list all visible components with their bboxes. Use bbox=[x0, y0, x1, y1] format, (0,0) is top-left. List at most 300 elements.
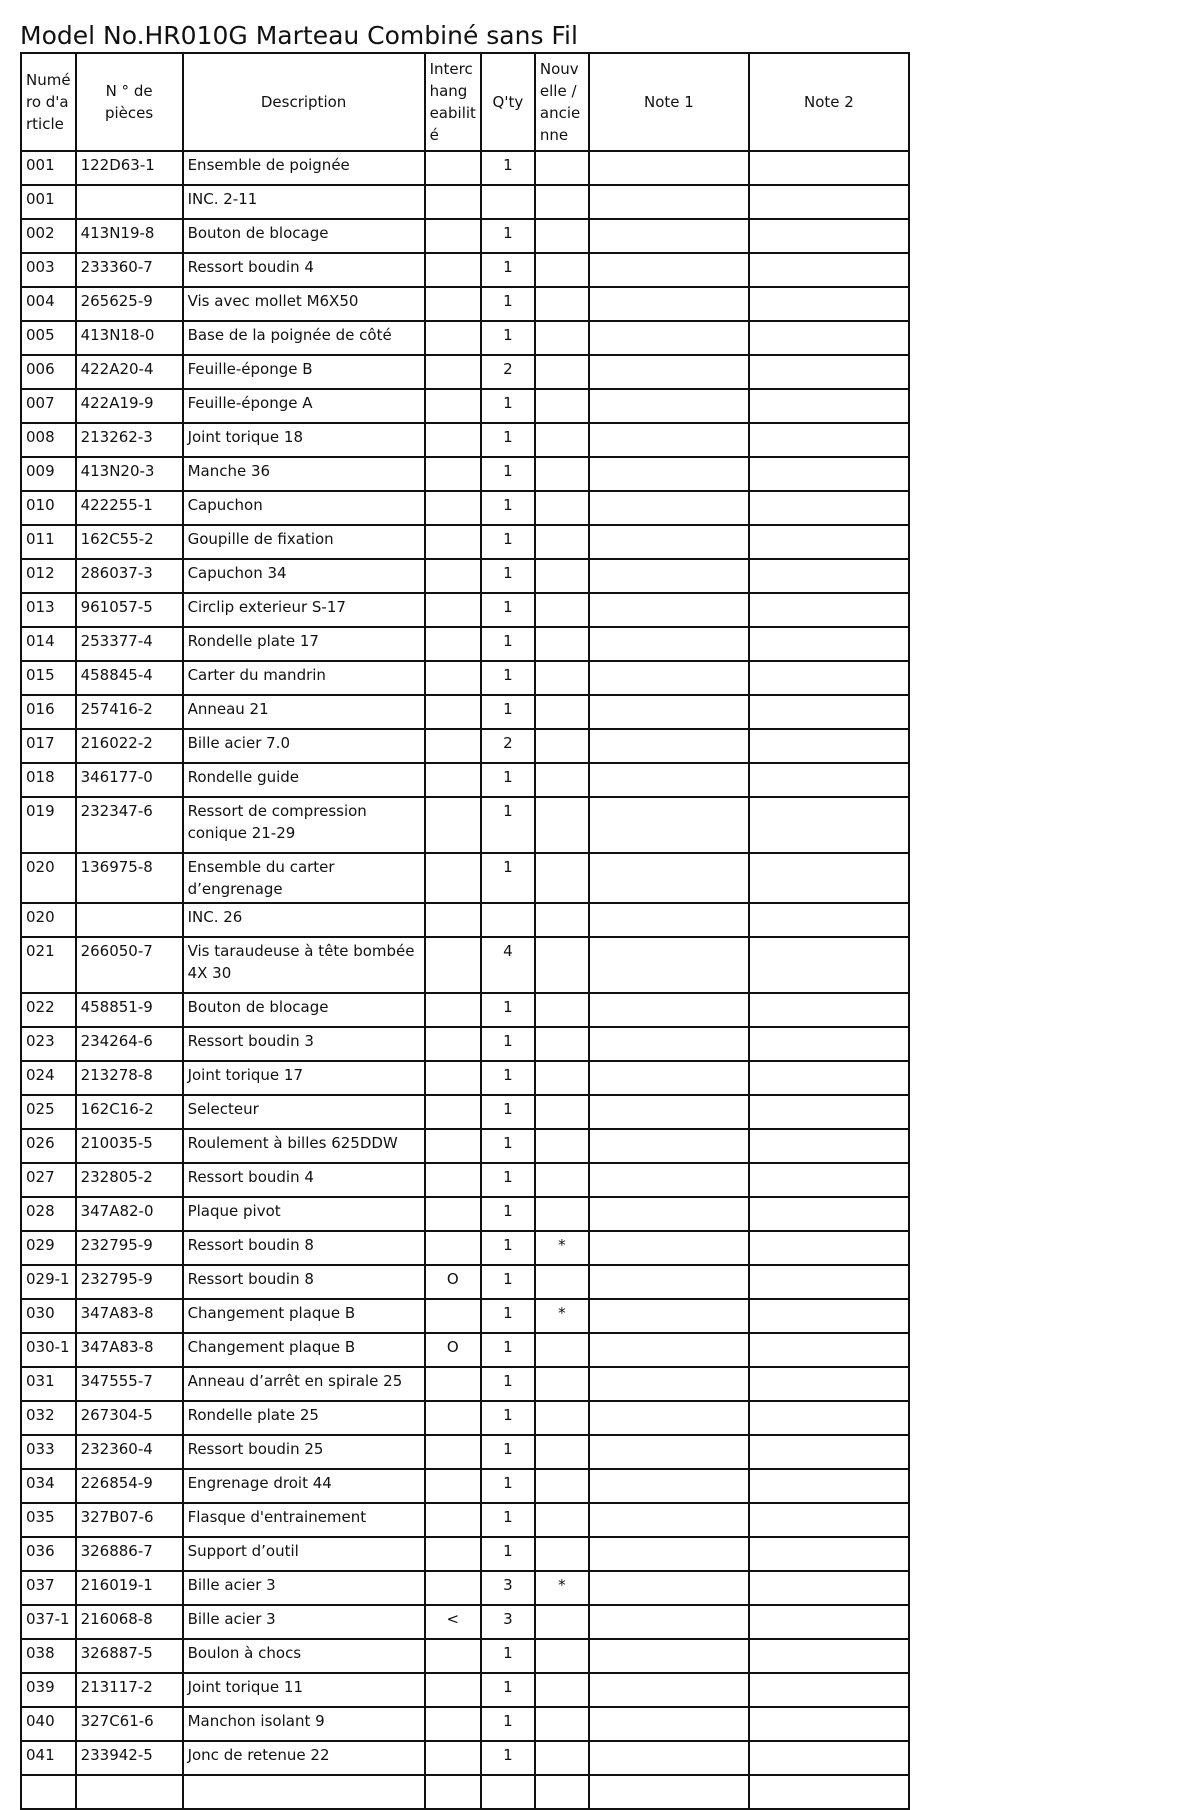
cell-note-2 bbox=[749, 1163, 909, 1197]
cell-note-2 bbox=[749, 1503, 909, 1537]
cell-item-number: 017 bbox=[21, 729, 76, 763]
cell-new-old bbox=[535, 695, 589, 729]
cell-quantity: 1 bbox=[481, 993, 535, 1027]
table-row bbox=[21, 695, 909, 729]
cell-item-number: 003 bbox=[21, 253, 76, 287]
cell-interchangeability bbox=[425, 355, 481, 389]
cell-part-number: 232805-2 bbox=[76, 1163, 183, 1197]
cell-note-1 bbox=[589, 559, 749, 593]
table-row bbox=[21, 593, 909, 627]
cell-description: Rondelle plate 17 bbox=[183, 627, 425, 661]
header-label: Description bbox=[260, 93, 347, 111]
cell-item-number: 022 bbox=[21, 993, 76, 1027]
cell-note-1 bbox=[589, 627, 749, 661]
cell-note-2 bbox=[749, 1129, 909, 1163]
cell-note-2 bbox=[749, 1027, 909, 1061]
cell-item-number: 014 bbox=[21, 627, 76, 661]
cell-interchangeability bbox=[425, 1469, 481, 1503]
cell-note-2 bbox=[749, 1639, 909, 1673]
cell-item-number: 040 bbox=[21, 1707, 76, 1741]
cell-description: Anneau d’arrêt en spirale 25 bbox=[183, 1367, 425, 1401]
cell-interchangeability: O bbox=[425, 1333, 481, 1367]
cell-quantity: 2 bbox=[481, 355, 535, 389]
cell-note-2 bbox=[749, 993, 909, 1027]
cell-note-1 bbox=[589, 1639, 749, 1673]
cell-new-old bbox=[535, 1775, 589, 1809]
col-header-new-old bbox=[535, 53, 589, 151]
cell-note-1 bbox=[589, 1367, 749, 1401]
cell-interchangeability bbox=[425, 1775, 481, 1809]
cell-item-number: 023 bbox=[21, 1027, 76, 1061]
cell-interchangeability bbox=[425, 1503, 481, 1537]
cell-interchangeability bbox=[425, 797, 481, 853]
cell-new-old bbox=[535, 1197, 589, 1231]
cell-part-number: 122D63-1 bbox=[76, 151, 183, 185]
cell-description: Changement plaque B bbox=[183, 1299, 425, 1333]
cell-note-1 bbox=[589, 1061, 749, 1095]
cell-description: Engrenage droit 44 bbox=[183, 1469, 425, 1503]
cell-interchangeability bbox=[425, 1197, 481, 1231]
cell-note-2 bbox=[749, 1673, 909, 1707]
cell-note-1 bbox=[589, 491, 749, 525]
cell-part-number bbox=[76, 903, 183, 937]
cell-note-1 bbox=[589, 903, 749, 937]
cell-item-number: 030-1 bbox=[21, 1333, 76, 1367]
cell-interchangeability bbox=[425, 559, 481, 593]
cell-new-old bbox=[535, 903, 589, 937]
page-title: Model No.HR010G Marteau Combiné sans Fil bbox=[20, 21, 578, 50]
cell-interchangeability bbox=[425, 1707, 481, 1741]
table-row bbox=[21, 1299, 909, 1333]
table-row bbox=[21, 1027, 909, 1061]
cell-new-old bbox=[535, 321, 589, 355]
cell-description: Jonc de retenue 22 bbox=[183, 1741, 425, 1775]
cell-interchangeability bbox=[425, 423, 481, 457]
cell-note-1 bbox=[589, 797, 749, 853]
cell-item-number: 019 bbox=[21, 797, 76, 853]
cell-interchangeability: < bbox=[425, 1605, 481, 1639]
cell-new-old bbox=[535, 525, 589, 559]
table-row bbox=[21, 729, 909, 763]
header-label: Note 2 bbox=[803, 93, 854, 111]
cell-description: Feuille-éponge B bbox=[183, 355, 425, 389]
cell-description: INC. 2-11 bbox=[183, 185, 425, 219]
cell-new-old bbox=[535, 1265, 589, 1299]
cell-note-1 bbox=[589, 1707, 749, 1741]
cell-description: Bille acier 3 bbox=[183, 1571, 425, 1605]
cell-description: Boulon à chocs bbox=[183, 1639, 425, 1673]
cell-part-number: 413N20-3 bbox=[76, 457, 183, 491]
cell-note-2 bbox=[749, 1537, 909, 1571]
cell-new-old bbox=[535, 1537, 589, 1571]
cell-interchangeability bbox=[425, 287, 481, 321]
col-header-description bbox=[183, 53, 425, 151]
cell-part-number: 257416-2 bbox=[76, 695, 183, 729]
cell-note-2 bbox=[749, 1197, 909, 1231]
cell-item-number: 001 bbox=[21, 185, 76, 219]
cell-interchangeability bbox=[425, 321, 481, 355]
cell-new-old bbox=[535, 1401, 589, 1435]
header-label: Q'ty bbox=[492, 93, 524, 111]
cell-quantity: 1 bbox=[481, 219, 535, 253]
cell-quantity bbox=[481, 185, 535, 219]
cell-item-number: 016 bbox=[21, 695, 76, 729]
cell-note-2 bbox=[749, 423, 909, 457]
cell-part-number: 422A19-9 bbox=[76, 389, 183, 423]
cell-note-2 bbox=[749, 1265, 909, 1299]
cell-note-2 bbox=[749, 253, 909, 287]
cell-note-1 bbox=[589, 1027, 749, 1061]
cell-note-2 bbox=[749, 1061, 909, 1095]
cell-note-1 bbox=[589, 729, 749, 763]
cell-part-number: 326886-7 bbox=[76, 1537, 183, 1571]
cell-note-1 bbox=[589, 763, 749, 797]
cell-new-old bbox=[535, 797, 589, 853]
cell-part-number: 458845-4 bbox=[76, 661, 183, 695]
cell-description: Ressort boudin 8 bbox=[183, 1265, 425, 1299]
cell-note-2 bbox=[749, 151, 909, 185]
table-row bbox=[21, 1265, 909, 1299]
cell-note-1 bbox=[589, 1197, 749, 1231]
cell-part-number: 216022-2 bbox=[76, 729, 183, 763]
cell-note-1 bbox=[589, 253, 749, 287]
cell-note-2 bbox=[749, 1435, 909, 1469]
cell-part-number: 286037-3 bbox=[76, 559, 183, 593]
cell-interchangeability bbox=[425, 1401, 481, 1435]
cell-interchangeability bbox=[425, 763, 481, 797]
cell-note-1 bbox=[589, 1503, 749, 1537]
cell-quantity: 4 bbox=[481, 937, 535, 993]
cell-new-old bbox=[535, 1707, 589, 1741]
cell-note-1 bbox=[589, 1469, 749, 1503]
cell-part-number: 226854-9 bbox=[76, 1469, 183, 1503]
cell-quantity: 1 bbox=[481, 1673, 535, 1707]
cell-description: Ensemble de poignée bbox=[183, 151, 425, 185]
cell-part-number bbox=[76, 1775, 183, 1809]
cell-quantity bbox=[481, 903, 535, 937]
cell-quantity: 1 bbox=[481, 1265, 535, 1299]
cell-part-number: 213117-2 bbox=[76, 1673, 183, 1707]
cell-description bbox=[183, 1775, 425, 1809]
cell-part-number: 458851-9 bbox=[76, 993, 183, 1027]
cell-description: Carter du mandrin bbox=[183, 661, 425, 695]
table-row bbox=[21, 1707, 909, 1741]
cell-quantity: 1 bbox=[481, 389, 535, 423]
cell-quantity: 1 bbox=[481, 661, 535, 695]
cell-part-number: 346177-0 bbox=[76, 763, 183, 797]
cell-note-1 bbox=[589, 1401, 749, 1435]
cell-quantity bbox=[481, 1775, 535, 1809]
cell-note-2 bbox=[749, 627, 909, 661]
cell-quantity: 1 bbox=[481, 423, 535, 457]
table-row bbox=[21, 151, 909, 185]
cell-description: Selecteur bbox=[183, 1095, 425, 1129]
cell-quantity: 1 bbox=[481, 1401, 535, 1435]
cell-quantity: 1 bbox=[481, 1537, 535, 1571]
cell-quantity: 1 bbox=[481, 1333, 535, 1367]
table-row bbox=[21, 1537, 909, 1571]
table-row bbox=[21, 853, 909, 903]
cell-interchangeability bbox=[425, 491, 481, 525]
cell-item-number: 041 bbox=[21, 1741, 76, 1775]
cell-note-2 bbox=[749, 1605, 909, 1639]
cell-note-1 bbox=[589, 1435, 749, 1469]
cell-item-number: 035 bbox=[21, 1503, 76, 1537]
cell-note-2 bbox=[749, 1571, 909, 1605]
cell-interchangeability bbox=[425, 1639, 481, 1673]
cell-quantity: 1 bbox=[481, 1503, 535, 1537]
cell-item-number: 008 bbox=[21, 423, 76, 457]
cell-quantity: 1 bbox=[481, 1707, 535, 1741]
cell-part-number: 162C16-2 bbox=[76, 1095, 183, 1129]
table-row bbox=[21, 559, 909, 593]
cell-interchangeability bbox=[425, 1537, 481, 1571]
cell-note-1 bbox=[589, 389, 749, 423]
cell-note-2 bbox=[749, 491, 909, 525]
cell-item-number: 002 bbox=[21, 219, 76, 253]
table-row bbox=[21, 1469, 909, 1503]
cell-part-number: 326887-5 bbox=[76, 1639, 183, 1673]
cell-note-2 bbox=[749, 1367, 909, 1401]
cell-note-2 bbox=[749, 729, 909, 763]
cell-interchangeability bbox=[425, 1741, 481, 1775]
cell-note-1 bbox=[589, 661, 749, 695]
cell-interchangeability bbox=[425, 593, 481, 627]
cell-part-number: 213278-8 bbox=[76, 1061, 183, 1095]
cell-note-1 bbox=[589, 151, 749, 185]
cell-item-number: 033 bbox=[21, 1435, 76, 1469]
table-row bbox=[21, 993, 909, 1027]
cell-quantity: 3 bbox=[481, 1605, 535, 1639]
table-row bbox=[21, 1231, 909, 1265]
cell-item-number: 026 bbox=[21, 1129, 76, 1163]
cell-description: Rondelle guide bbox=[183, 763, 425, 797]
cell-new-old bbox=[535, 423, 589, 457]
table-row bbox=[21, 1673, 909, 1707]
cell-note-1 bbox=[589, 993, 749, 1027]
cell-part-number: 253377-4 bbox=[76, 627, 183, 661]
cell-item-number: 039 bbox=[21, 1673, 76, 1707]
cell-note-1 bbox=[589, 1095, 749, 1129]
cell-note-2 bbox=[749, 559, 909, 593]
cell-part-number: 422255-1 bbox=[76, 491, 183, 525]
cell-interchangeability bbox=[425, 695, 481, 729]
cell-quantity: 1 bbox=[481, 253, 535, 287]
cell-quantity: 1 bbox=[481, 1027, 535, 1061]
cell-item-number: 029-1 bbox=[21, 1265, 76, 1299]
cell-part-number: 213262-3 bbox=[76, 423, 183, 457]
cell-new-old: * bbox=[535, 1571, 589, 1605]
table-row bbox=[21, 903, 909, 937]
cell-interchangeability bbox=[425, 1061, 481, 1095]
cell-new-old bbox=[535, 1741, 589, 1775]
cell-quantity: 1 bbox=[481, 797, 535, 853]
cell-new-old bbox=[535, 593, 589, 627]
cell-quantity: 1 bbox=[481, 627, 535, 661]
cell-item-number: 021 bbox=[21, 937, 76, 993]
cell-new-old bbox=[535, 1435, 589, 1469]
cell-part-number: 216019-1 bbox=[76, 1571, 183, 1605]
cell-note-1 bbox=[589, 1299, 749, 1333]
cell-note-1 bbox=[589, 1231, 749, 1265]
table-row bbox=[21, 1197, 909, 1231]
cell-note-1 bbox=[589, 355, 749, 389]
col-header-quantity bbox=[481, 53, 535, 151]
cell-description: Circlip exterieur S-17 bbox=[183, 593, 425, 627]
cell-item-number: 038 bbox=[21, 1639, 76, 1673]
cell-new-old bbox=[535, 1027, 589, 1061]
table-row bbox=[21, 1129, 909, 1163]
cell-note-1 bbox=[589, 1571, 749, 1605]
header-label: Interc hang eabilit é bbox=[429, 60, 476, 144]
table-row bbox=[21, 491, 909, 525]
cell-new-old bbox=[535, 1673, 589, 1707]
cell-new-old bbox=[535, 1333, 589, 1367]
cell-description: Ressort de compression conique 21-29 bbox=[183, 797, 425, 853]
cell-quantity: 1 bbox=[481, 1639, 535, 1673]
cell-interchangeability bbox=[425, 219, 481, 253]
cell-part-number: 233360-7 bbox=[76, 253, 183, 287]
cell-interchangeability bbox=[425, 151, 481, 185]
table-row bbox=[21, 219, 909, 253]
cell-note-2 bbox=[749, 1707, 909, 1741]
cell-new-old bbox=[535, 355, 589, 389]
cell-description: Bouton de blocage bbox=[183, 993, 425, 1027]
cell-interchangeability bbox=[425, 185, 481, 219]
cell-quantity: 2 bbox=[481, 729, 535, 763]
cell-new-old bbox=[535, 661, 589, 695]
cell-description: Plaque pivot bbox=[183, 1197, 425, 1231]
parts-table-body bbox=[21, 151, 909, 1809]
cell-note-2 bbox=[749, 355, 909, 389]
cell-interchangeability bbox=[425, 1299, 481, 1333]
cell-note-2 bbox=[749, 287, 909, 321]
cell-description: Bille acier 7.0 bbox=[183, 729, 425, 763]
cell-part-number: 347555-7 bbox=[76, 1367, 183, 1401]
cell-part-number: 232360-4 bbox=[76, 1435, 183, 1469]
cell-new-old bbox=[535, 1129, 589, 1163]
table-row bbox=[21, 389, 909, 423]
cell-item-number: 031 bbox=[21, 1367, 76, 1401]
header-label: Numé ro d'a rticle bbox=[26, 71, 71, 133]
cell-new-old bbox=[535, 185, 589, 219]
table-row bbox=[21, 457, 909, 491]
cell-description: Feuille-éponge A bbox=[183, 389, 425, 423]
cell-note-1 bbox=[589, 1741, 749, 1775]
cell-new-old bbox=[535, 1095, 589, 1129]
cell-quantity: 1 bbox=[481, 321, 535, 355]
cell-note-2 bbox=[749, 1095, 909, 1129]
cell-note-2 bbox=[749, 1775, 909, 1809]
table-row bbox=[21, 1605, 909, 1639]
cell-description: Rondelle plate 25 bbox=[183, 1401, 425, 1435]
table-row bbox=[21, 661, 909, 695]
cell-item-number: 037-1 bbox=[21, 1605, 76, 1639]
cell-new-old bbox=[535, 253, 589, 287]
cell-new-old bbox=[535, 993, 589, 1027]
cell-note-2 bbox=[749, 1469, 909, 1503]
cell-new-old bbox=[535, 1605, 589, 1639]
cell-part-number: 232795-9 bbox=[76, 1231, 183, 1265]
cell-description: Ressort boudin 4 bbox=[183, 1163, 425, 1197]
col-header-note-2 bbox=[749, 53, 909, 151]
cell-note-1 bbox=[589, 1333, 749, 1367]
cell-part-number: 210035-5 bbox=[76, 1129, 183, 1163]
cell-part-number bbox=[76, 185, 183, 219]
cell-interchangeability bbox=[425, 1231, 481, 1265]
cell-item-number: 036 bbox=[21, 1537, 76, 1571]
cell-description: Joint torique 11 bbox=[183, 1673, 425, 1707]
cell-interchangeability bbox=[425, 389, 481, 423]
table-row bbox=[21, 1639, 909, 1673]
table-row bbox=[21, 627, 909, 661]
cell-new-old bbox=[535, 1367, 589, 1401]
table-row bbox=[21, 1061, 909, 1095]
cell-note-2 bbox=[749, 219, 909, 253]
cell-interchangeability bbox=[425, 1095, 481, 1129]
cell-quantity: 1 bbox=[481, 559, 535, 593]
cell-item-number: 015 bbox=[21, 661, 76, 695]
cell-note-1 bbox=[589, 1129, 749, 1163]
cell-new-old bbox=[535, 729, 589, 763]
cell-description: Changement plaque B bbox=[183, 1333, 425, 1367]
table-row bbox=[21, 355, 909, 389]
cell-description: Ressort boudin 25 bbox=[183, 1435, 425, 1469]
cell-note-1 bbox=[589, 185, 749, 219]
cell-quantity: 1 bbox=[481, 1197, 535, 1231]
cell-item-number: 020 bbox=[21, 853, 76, 903]
cell-new-old: * bbox=[535, 1231, 589, 1265]
cell-description: Anneau 21 bbox=[183, 695, 425, 729]
cell-description: Roulement à billes 625DDW bbox=[183, 1129, 425, 1163]
cell-item-number: 010 bbox=[21, 491, 76, 525]
cell-interchangeability bbox=[425, 993, 481, 1027]
table-row bbox=[21, 525, 909, 559]
cell-note-2 bbox=[749, 525, 909, 559]
table-row bbox=[21, 797, 909, 853]
table-row bbox=[21, 1435, 909, 1469]
cell-interchangeability bbox=[425, 457, 481, 491]
cell-part-number: 327C61-6 bbox=[76, 1707, 183, 1741]
cell-interchangeability bbox=[425, 937, 481, 993]
cell-new-old bbox=[535, 1469, 589, 1503]
cell-part-number: 413N18-0 bbox=[76, 321, 183, 355]
cell-new-old bbox=[535, 491, 589, 525]
cell-quantity: 1 bbox=[481, 1741, 535, 1775]
cell-note-1 bbox=[589, 1605, 749, 1639]
cell-note-1 bbox=[589, 525, 749, 559]
cell-note-2 bbox=[749, 457, 909, 491]
cell-interchangeability bbox=[425, 525, 481, 559]
cell-item-number: 037 bbox=[21, 1571, 76, 1605]
cell-interchangeability bbox=[425, 661, 481, 695]
table-row bbox=[21, 287, 909, 321]
cell-description: Ensemble du carter d’engrenage bbox=[183, 853, 425, 903]
cell-new-old bbox=[535, 151, 589, 185]
cell-note-2 bbox=[749, 321, 909, 355]
cell-item-number: 025 bbox=[21, 1095, 76, 1129]
cell-note-1 bbox=[589, 695, 749, 729]
cell-item-number: 020 bbox=[21, 903, 76, 937]
cell-description: Joint torique 18 bbox=[183, 423, 425, 457]
cell-new-old: * bbox=[535, 1299, 589, 1333]
cell-note-2 bbox=[749, 1333, 909, 1367]
table-row bbox=[21, 1401, 909, 1435]
cell-item-number: 034 bbox=[21, 1469, 76, 1503]
cell-interchangeability bbox=[425, 1129, 481, 1163]
cell-interchangeability bbox=[425, 1571, 481, 1605]
cell-item-number: 027 bbox=[21, 1163, 76, 1197]
